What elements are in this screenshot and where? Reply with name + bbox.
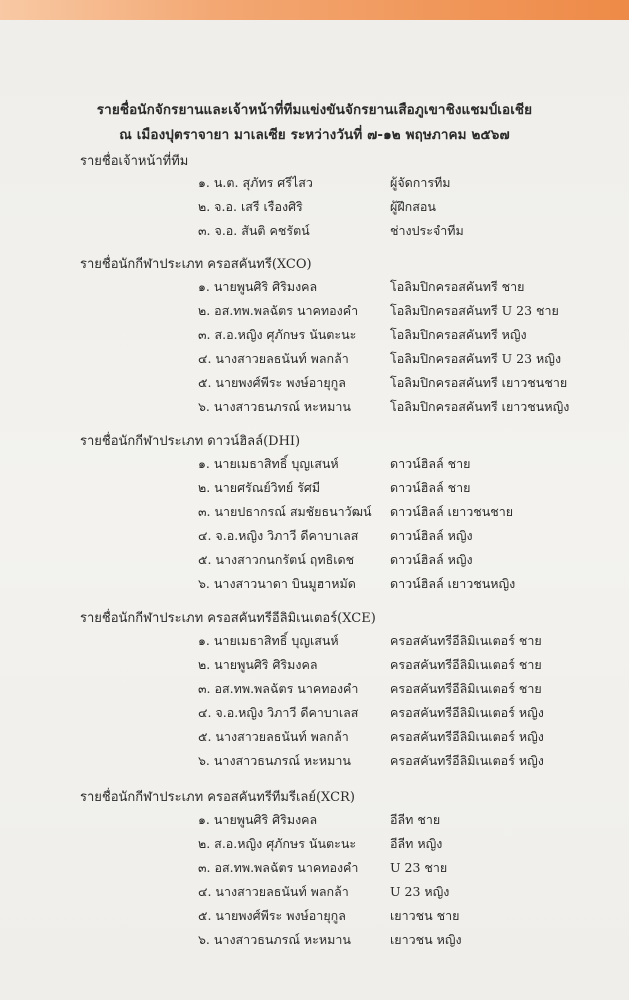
person-role: อีลีท หญิง <box>390 836 443 851</box>
person-role: ครอสคันทรีอีลิมิเนเตอร์ หญิง <box>390 729 544 744</box>
person-name: ๔. จ.อ.หญิง วิภาวี ดีคาบาเลส <box>198 528 359 543</box>
person-role: ผู้ฝึกสอน <box>390 199 436 214</box>
list-item <box>0 277 629 299</box>
list-item <box>0 574 629 596</box>
person-name: ๖. นางสาวนาดา บินมูฮาหมัด <box>198 576 356 591</box>
person-role: ผู้จัดการทีม <box>390 175 451 190</box>
person-role: ดาวน์ฮิลล์ ชาย <box>390 480 471 495</box>
person-role: ครอสคันทรีอีลิมิเนเตอร์ หญิง <box>390 753 544 768</box>
list-item <box>0 325 629 347</box>
person-role: ครอสคันทรีอีลิมิเนเตอร์ ชาย <box>390 681 542 696</box>
person-name: ๒. ส.อ.หญิง ศุภักษร นันตะนะ <box>198 836 357 851</box>
person-role: U 23 ชาย <box>390 860 448 875</box>
person-name: ๖. นางสาวธนภรณ์ หะหมาน <box>198 399 351 414</box>
person-name: ๕. นายพงศ์พีระ พงษ์อายุกูล <box>198 908 346 923</box>
person-role: U 23 หญิง <box>390 884 450 899</box>
person-role: โอลิมปิกครอสคันทรี เยาวชนชาย <box>390 375 568 390</box>
list-item <box>0 751 629 773</box>
person-name: ๕. นางสาวยลธนันท์ พลกล้า <box>198 729 349 744</box>
list-item <box>0 703 629 725</box>
section-heading-xce: รายชื่อนักกีฬาประเภท ครอสคันทรีอีลิมิเนเตอร์(XCE) <box>80 611 376 626</box>
person-name: ๑. นายเมธาสิทธิ์ บุญเสนห์ <box>198 633 339 648</box>
person-role: ดาวน์ฮิลล์ ชาย <box>390 456 471 471</box>
section-heading-xcr: รายชื่อนักกีฬาประเภท ครอสคันทรีทีมรีเลย์(XCR) <box>80 790 355 805</box>
list-item <box>0 655 629 677</box>
list-item <box>0 679 629 701</box>
person-name: ๖. นางสาวธนภรณ์ หะหมาน <box>198 753 351 768</box>
list-item <box>0 349 629 371</box>
person-name: ๑. นายพูนศิริ ศิริมงคล <box>198 812 318 827</box>
person-name: ๓. อส.ทพ.พลฉัตร นาคทองคำ <box>198 681 359 696</box>
document-page <box>0 20 629 1000</box>
list-item <box>0 727 629 749</box>
section-heading-dhi: รายชื่อนักกีฬาประเภท ดาวน์ฮิลล์(DHI) <box>80 434 301 449</box>
person-role: โอลิมปิกครอสคันทรี U 23 หญิง <box>390 351 562 366</box>
section-heading-xco: รายชื่อนักกีฬาประเภท ครอสคันทรี(XCO) <box>80 257 312 272</box>
document-title-line-1: รายชื่อนักจักรยานและเจ้าหน้าที่ทีมแข่งขันจักรยานเสือภูเขาชิงแชมป์เอเชีย <box>96 102 533 118</box>
person-name: ๒. จ.อ. เสรี เรืองศิริ <box>198 199 303 214</box>
person-role: อีลีท ชาย <box>390 812 441 827</box>
person-name: ๑. นายพูนศิริ ศิริมงคล <box>198 279 318 294</box>
person-name: ๔. นางสาวยลธนันท์ พลกล้า <box>198 351 349 366</box>
section-heading-staff: รายชื่อเจ้าหน้าที่ทีม <box>80 154 189 169</box>
list-item <box>0 906 629 928</box>
list-item <box>0 526 629 548</box>
person-role: ดาวน์ฮิลล์ เยาวชนหญิง <box>390 576 516 591</box>
list-item <box>0 550 629 572</box>
person-role: ช่างประจำทีม <box>390 223 464 238</box>
list-item <box>0 834 629 856</box>
person-role: โอลิมปิกครอสคันทรี เยาวชนหญิง <box>390 399 570 414</box>
person-name: ๓. นายปธากรณ์ สมชัยธนาวัฒน์ <box>198 504 372 519</box>
person-name: ๕. นางสาวกนกรัตน์ ฤทธิเดช <box>198 552 355 567</box>
person-name: ๑. น.ต. สุภัทร ศรีไสว <box>198 175 313 190</box>
person-role: โอลิมปิกครอสคันทรี U 23 ชาย <box>390 303 559 318</box>
person-role: ดาวน์ฮิลล์ เยาวชนชาย <box>390 504 514 519</box>
list-item <box>0 397 629 419</box>
list-item <box>0 882 629 904</box>
list-item <box>0 478 629 500</box>
person-name: ๓. จ.อ. สันติ คชรัตน์ <box>198 223 310 238</box>
list-item <box>0 221 629 243</box>
person-name: ๑. นายเมธาสิทธิ์ บุญเสนห์ <box>198 456 339 471</box>
person-name: ๔. จ.อ.หญิง วิภาวี ดีคาบาเลส <box>198 705 359 720</box>
list-item <box>0 810 629 832</box>
person-name: ๓. อส.ทพ.พลฉัตร นาคทองคำ <box>198 860 359 875</box>
person-name: ๒. อส.ทพ.พลฉัตร นาคทองคำ <box>198 303 359 318</box>
document-title-line-2: ณ เมืองปุตราจายา มาเลเซีย ระหว่างวันที่ ๗-๑๒ พฤษภาคม ๒๕๖๗ <box>119 127 510 143</box>
person-role: เยาวชน หญิง <box>390 932 462 947</box>
list-item <box>0 301 629 323</box>
list-item <box>0 454 629 476</box>
person-name: ๕. นายพงศ์พีระ พงษ์อายุกูล <box>198 375 346 390</box>
person-name: ๒. นายพูนศิริ ศิริมงคล <box>198 657 318 672</box>
person-role: ครอสคันทรีอีลิมิเนเตอร์ ชาย <box>390 657 542 672</box>
list-item <box>0 373 629 395</box>
person-role: ดาวน์ฮิลล์ หญิง <box>390 528 473 543</box>
header-accent-band <box>0 0 629 20</box>
list-item <box>0 173 629 195</box>
person-name: ๓. ส.อ.หญิง ศุภักษร นันตะนะ <box>198 327 357 342</box>
list-item <box>0 631 629 653</box>
person-role: โอลิมปิกครอสคันทรี หญิง <box>390 327 527 342</box>
person-role: ครอสคันทรีอีลิมิเนเตอร์ ชาย <box>390 633 542 648</box>
person-role: เยาวชน ชาย <box>390 908 460 923</box>
list-item <box>0 197 629 219</box>
person-name: ๔. นางสาวยลธนันท์ พลกล้า <box>198 884 349 899</box>
person-role: โอลิมปิกครอสคันทรี ชาย <box>390 279 525 294</box>
person-name: ๒. นายศรัณย์วิทย์ รัศมี <box>198 480 321 495</box>
list-item <box>0 858 629 880</box>
list-item <box>0 930 629 952</box>
list-item <box>0 502 629 524</box>
person-role: ดาวน์ฮิลล์ หญิง <box>390 552 473 567</box>
person-role: ครอสคันทรีอีลิมิเนเตอร์ หญิง <box>390 705 544 720</box>
person-name: ๖. นางสาวธนภรณ์ หะหมาน <box>198 932 351 947</box>
